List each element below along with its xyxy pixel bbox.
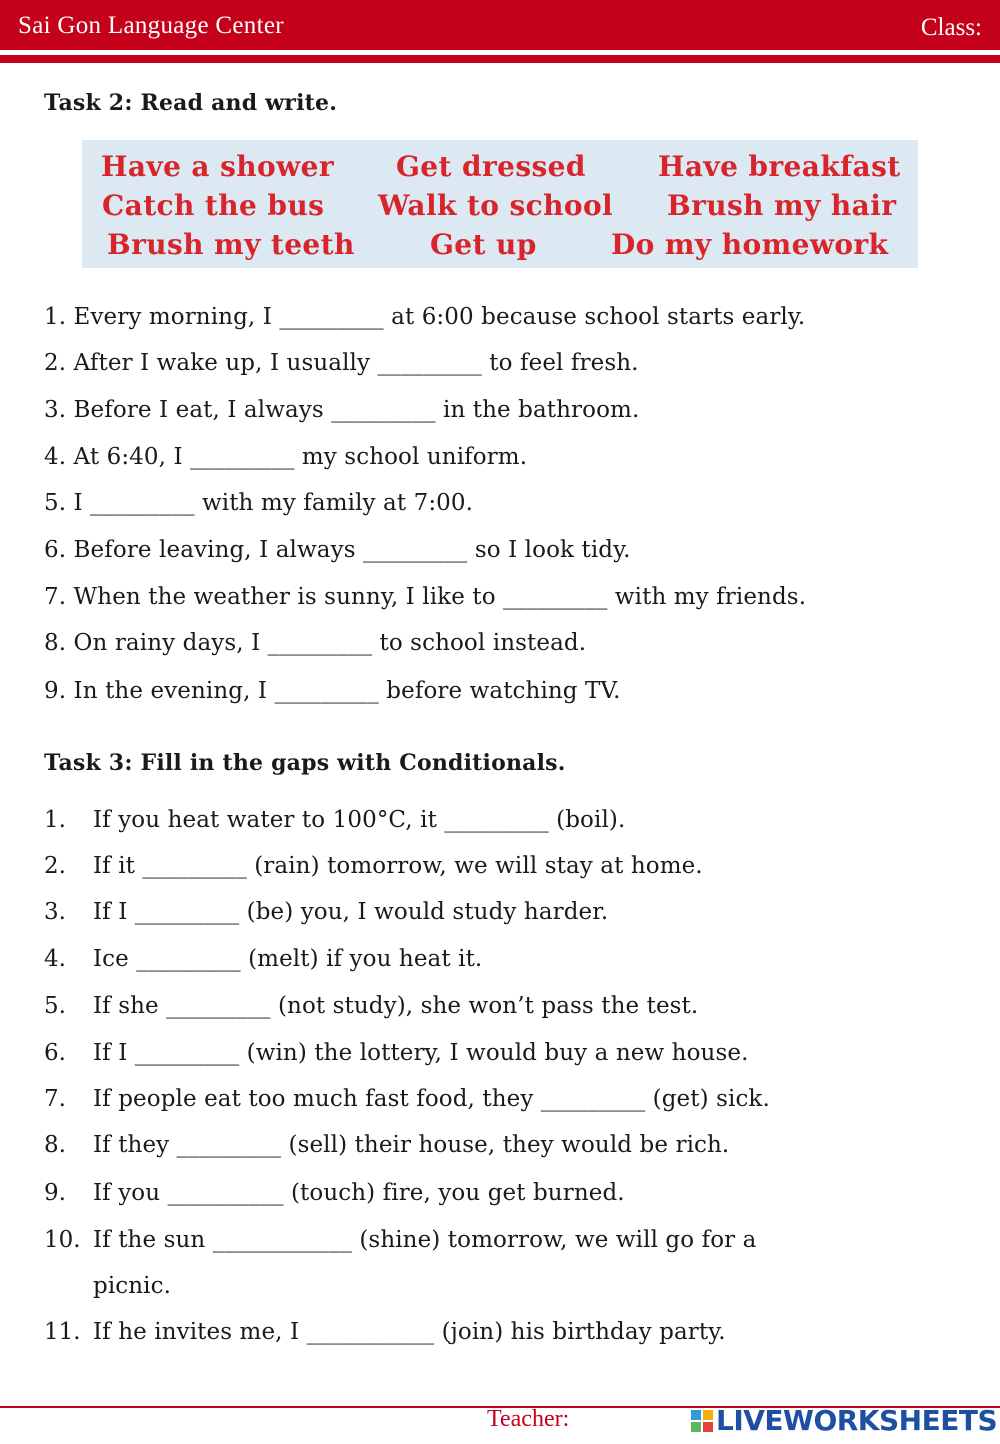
task2-sentence: 6. Before leaving, I always _________ so I look tidy.	[44, 537, 631, 563]
word-bank-item: Have a shower	[101, 150, 334, 183]
task3-item-text: If she _________ (not study), she won’t pass the test.	[93, 993, 699, 1019]
task3-item-number: 7.	[44, 1086, 66, 1112]
task3-item-text: If I _________ (win) the lottery, I would buy a new house.	[93, 1040, 749, 1066]
task2-sentence: 9. In the evening, I _________ before watching TV.	[44, 678, 621, 704]
teacher-label: Teacher:	[487, 1406, 570, 1432]
task2-sentence: 1. Every morning, I _________ at 6:00 because school starts early.	[44, 304, 806, 330]
task3-item-text: If the sun ____________ (shine) tomorrow, we will go for a	[93, 1227, 757, 1253]
word-bank-item: Catch the bus	[102, 189, 325, 222]
word-bank-item: Brush my teeth	[107, 228, 355, 261]
task3-item-text: If you heat water to 100°C, it _________ (boil).	[93, 807, 626, 833]
task2-sentence: 7. When the weather is sunny, I like to _________ with my friends.	[44, 584, 807, 610]
task2-sentence: 5. I _________ with my family at 7:00.	[44, 490, 474, 516]
task3-item-text: picnic.	[93, 1273, 172, 1299]
task2-sentence: 2. After I wake up, I usually _________ to feel fresh.	[44, 350, 639, 376]
liveworksheets-logo-icon	[690, 1408, 714, 1434]
word-bank	[82, 140, 918, 268]
task3-item-number: 11.	[44, 1319, 81, 1345]
task3-item-number: 4.	[44, 946, 66, 972]
task3-item-number: 2.	[44, 853, 66, 879]
task3-item-text: Ice _________ (melt) if you heat it.	[93, 946, 483, 972]
word-bank-item: Walk to school	[378, 189, 614, 222]
liveworksheets-logo-text: LIVEWORKSHEETS	[716, 1404, 998, 1437]
task3-item-text: If they _________ (sell) their house, they would be rich.	[93, 1132, 730, 1158]
task3-item-number: 3.	[44, 899, 66, 925]
word-bank-item: Get dressed	[396, 150, 586, 183]
word-bank-item: Get up	[430, 228, 537, 261]
task3-title: Task 3: Fill in the gaps with Conditionals.	[44, 750, 566, 776]
task3-item-text: If he invites me, I ___________ (join) his birthday party.	[93, 1319, 726, 1345]
task3-item-text: If people eat too much fast food, they _________ (get) sick.	[93, 1086, 770, 1112]
task2-sentence: 8. On rainy days, I _________ to school instead.	[44, 630, 587, 656]
task2-sentence: 3. Before I eat, I always _________ in the bathroom.	[44, 397, 640, 423]
task3-item-text: If it _________ (rain) tomorrow, we will stay at home.	[93, 853, 703, 879]
task2-sentence: 4. At 6:40, I _________ my school uniform.	[44, 444, 528, 470]
task3-item-text: If you __________ (touch) fire, you get burned.	[93, 1180, 625, 1206]
word-bank-item: Brush my hair	[667, 189, 897, 222]
task3-item-number: 10.	[44, 1227, 81, 1253]
task3-item-number: 8.	[44, 1132, 66, 1158]
header-divider	[0, 55, 1000, 63]
task3-item-number: 9.	[44, 1180, 66, 1206]
word-bank-item: Do my homework	[611, 228, 889, 261]
task3-item-number: 1.	[44, 807, 66, 833]
page-header	[0, 0, 1000, 50]
task3-item-text: If I _________ (be) you, I would study harder.	[93, 899, 609, 925]
liveworksheets-logo	[690, 1404, 997, 1437]
center-name: Sai Gon Language Center	[18, 12, 284, 39]
task2-title: Task 2: Read and write.	[44, 90, 338, 116]
class-label: Class:	[920, 14, 982, 41]
word-bank-item: Have breakfast	[658, 150, 901, 183]
task3-item-number: 5.	[44, 993, 66, 1019]
task3-item-number: 6.	[44, 1040, 66, 1066]
